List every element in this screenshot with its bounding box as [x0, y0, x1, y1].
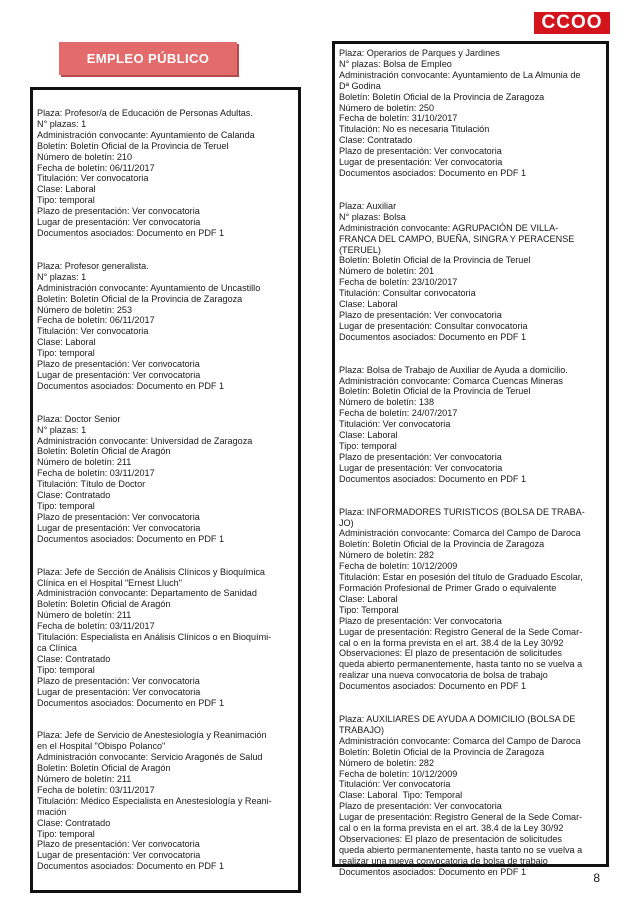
- listing-line: Plazo de presentación: Ver convocatoria: [37, 839, 200, 850]
- listing-line: Boletín: Boletín Oficial de Aragón: [37, 446, 171, 457]
- listing-line: Boletín: Boletín Oficial de Aragón: [37, 763, 171, 774]
- listing-line: Clase: Laboral: [339, 299, 398, 310]
- listing-line: Tipo: temporal: [37, 195, 95, 206]
- listing-line: Clase: Contratado: [37, 653, 111, 664]
- listing-line: Documentos asociados: Documento en PDF 1: [339, 473, 527, 484]
- listing-line: Titulación: Especialista en Análisis Clínicos o en Bioquími-: [37, 632, 272, 643]
- listing-line: Plaza: Jefe de Servicio de Anestesiología y Reanimación: [37, 730, 267, 741]
- listing-line: Titulación: Ver convocatoria: [37, 173, 149, 184]
- listing-line: Fecha de boletín: 03/11/2017: [37, 621, 155, 632]
- listing-line: Plaza: Jefe de Sección de Análisis Clínicos y Bioquímica: [37, 566, 265, 577]
- listing-line: Clase: Contratado: [37, 490, 111, 501]
- ccoo-logo: CCOO: [534, 12, 610, 34]
- listing-line: Observaciones: El plazo de presentación de solicitudes: [339, 834, 562, 844]
- listing-line: Número de boletín: 282: [339, 550, 435, 561]
- job-listing: [33, 414, 298, 545]
- page-number: 8: [593, 871, 600, 885]
- listing-line: Administración convocante: Comarca del Campo de Daroca: [339, 528, 581, 539]
- section-banner: EMPLEO PÚBLICO: [59, 42, 237, 75]
- listing-line: mación: [37, 806, 67, 817]
- listing-line: Administración convocante: Ayuntamiento de Uncastillo: [37, 282, 261, 293]
- listing-line: Observaciones: El plazo de presentación de solicitudes: [339, 648, 562, 659]
- listing-line: N° plazas: Bolsa de Empleo: [339, 58, 452, 69]
- job-listing: [33, 567, 298, 709]
- listing-line: Boletín: Boletín Oficial de la Provincia de Zaragoza: [339, 746, 545, 757]
- listing-line: realizar una nueva convocatoria de bolsa de trabajo: [339, 670, 548, 681]
- listing-line: Plaza: Bolsa de Trabajo de Auxiliar de Ayuda a domicilio.: [339, 364, 568, 375]
- listing-line: Dª Godina: [339, 80, 381, 91]
- listing-line: Plaza: Operarios de Parques y Jardines: [339, 48, 500, 58]
- listing-line: ca Clínica: [37, 642, 77, 653]
- listing-line: Plaza: Auxiliar: [339, 200, 397, 211]
- listing-line: Documentos asociados: Documento en PDF 1: [339, 866, 527, 877]
- listing-line: Tipo: temporal: [37, 664, 95, 675]
- job-listing: [335, 714, 606, 878]
- listing-line: Número de boletín: 211: [37, 774, 132, 785]
- listing-line: Administración convocante: Comarca del Campo de Daroca: [339, 735, 581, 746]
- listing-line: Número de boletín: 250: [339, 102, 435, 113]
- listing-line: Plaza: Doctor Senior: [37, 413, 121, 424]
- job-listing: [33, 261, 298, 392]
- listing-line: Lugar de presentación: Ver convocatoria: [37, 686, 201, 697]
- listing-line: (TERUEL): [339, 244, 381, 255]
- listing-line: Fecha de boletín: 23/10/2017: [339, 277, 458, 288]
- listing-line: Documentos asociados: Documento en PDF 1: [37, 533, 225, 544]
- listing-line: Fecha de boletín: 03/11/2017: [37, 468, 155, 479]
- job-listing: [33, 108, 298, 239]
- listing-line: queda abierto permanentemente, hasta tanto no se vuelva a: [339, 659, 583, 670]
- listing-line: Boletín: Boletín Oficial de la Provincia de Teruel: [339, 386, 531, 397]
- listing-line: Boletín: Boletín Oficial de la Provincia de Zaragoza: [339, 539, 545, 550]
- listing-line: TRABAJO): [339, 724, 384, 735]
- listing-line: Administración convocante: Departamento de Sanidad: [37, 588, 257, 599]
- listing-line: Plazo de presentación: Ver convocatoria: [37, 511, 200, 522]
- listing-line: Clínica en el Hospital "Ernest Lluch": [37, 577, 182, 588]
- listing-line: Clase: Laboral: [339, 430, 398, 441]
- listing-line: Tipo: Temporal: [339, 604, 399, 615]
- listing-line: Boletín: Boletín Oficial de la Provincia de Teruel: [339, 255, 531, 266]
- listing-line: Lugar de presentación: Registro General de la Sede Comar-: [339, 812, 583, 823]
- listing-line: Número de boletín: 211: [37, 457, 132, 468]
- listing-line: N° plazas: Bolsa: [339, 211, 406, 222]
- listing-line: Lugar de presentación: Ver convocatoria: [339, 157, 503, 168]
- listing-line: Clase: Contratado: [339, 135, 413, 146]
- listing-line: Plazo de presentación: Ver convocatoria: [37, 675, 200, 686]
- listing-line: Titulación: Consultar convocatoria: [339, 288, 476, 299]
- listing-line: Documentos asociados: Documento en PDF 1: [37, 861, 225, 872]
- job-listing: [335, 201, 606, 343]
- listing-line: Documentos asociados: Documento en PDF 1: [339, 167, 527, 178]
- listing-line: Titulación: Ver convocatoria: [339, 779, 451, 790]
- job-listing: [335, 365, 606, 485]
- listing-line: Titulación: No es necesaria Titulación: [339, 124, 490, 135]
- listing-line: Tipo: temporal: [37, 501, 95, 511]
- listing-line: Lugar de presentación: Ver convocatoria: [37, 850, 201, 861]
- listing-line: Plaza: Profesor generalista.: [37, 260, 149, 271]
- listing-line: Lugar de presentación: Registro General de la Sede Comar-: [339, 626, 583, 637]
- listing-line: Fecha de boletín: 06/11/2017: [37, 162, 155, 173]
- listing-line: Número de boletín: 211: [37, 610, 132, 621]
- listing-line: Clase: Laboral: [339, 593, 398, 604]
- listing-line: cal o en la forma prevista en el art. 38.4 de la Ley 30/92: [339, 823, 564, 834]
- listing-line: N° plazas: 1: [37, 424, 87, 435]
- listing-line: Plazo de presentación: Ver convocatoria: [339, 146, 502, 157]
- listing-line: Plaza: AUXILIARES DE AYUDA A DOMICILIO (BOLSA DE: [339, 714, 576, 725]
- listing-line: Administración convocante: Servicio Aragonés de Salud: [37, 752, 263, 763]
- listing-line: Administración convocante: Comarca Cuencas Mineras: [339, 375, 563, 386]
- listing-line: Clase: Laboral: [37, 184, 96, 195]
- listing-line: Titulación: Médico Especialista en Anestesiología y Reani-: [37, 795, 272, 806]
- right-listing-box: [332, 41, 609, 877]
- listing-line: Titulación: Estar en posesión del título de Graduado Escolar,: [339, 572, 583, 583]
- listing-line: Boletín: Boletín Oficial de la Provincia de Teruel: [37, 140, 229, 151]
- listing-line: Tipo: temporal: [37, 828, 95, 839]
- listing-line: Tipo: temporal: [37, 348, 95, 359]
- listing-line: Plazo de presentación: Ver convocatoria: [339, 309, 502, 320]
- listing-line: realizar una nueva convocatoria de bolsa de trabajo: [339, 855, 548, 866]
- listing-line: Tipo: temporal: [339, 441, 397, 451]
- listing-line: Número de boletín: 138: [339, 397, 435, 408]
- left-listing-box: [30, 87, 301, 893]
- listing-line: Lugar de presentación: Ver convocatoria: [37, 217, 201, 228]
- listing-line: Plaza: INFORMADORES TURISTICOS (BOLSA DE TRABA-: [339, 506, 585, 517]
- listing-line: Fecha de boletín: 10/12/2009: [339, 768, 458, 779]
- listing-line: cal o en la forma prevista en el art. 38.4 de la Ley 30/92: [339, 637, 564, 648]
- listing-line: Plazo de presentación: Ver convocatoria: [339, 801, 502, 812]
- listing-line: Fecha de boletín: 31/10/2017: [339, 113, 458, 124]
- listing-line: Documentos asociados: Documento en PDF 1: [37, 697, 225, 708]
- listing-line: Boletín: Boletín Oficial de la Provincia de Zaragoza: [37, 293, 243, 304]
- listing-line: Número de boletín: 201: [339, 266, 435, 277]
- listing-line: Plaza: Profesor/a de Educación de Personas Adultas.: [37, 108, 253, 118]
- listing-line: Titulación: Ver convocatoria: [37, 326, 149, 337]
- listing-line: Número de boletín: 282: [339, 757, 435, 768]
- listing-line: Boletín: Boletín Oficial de Aragón: [37, 599, 171, 610]
- listing-line: Administración convocante: Ayuntamiento de Calanda: [37, 129, 255, 140]
- listing-line: Plazo de presentación: Ver convocatoria: [37, 206, 200, 217]
- listing-line: N° plazas: 1: [37, 118, 87, 129]
- listing-line: Lugar de presentación: Ver convocatoria: [339, 462, 503, 473]
- listing-line: Formación Profesional de Primer Grado o equivalente: [339, 582, 557, 593]
- listing-line: en el Hospital "Obispo Polanco": [37, 741, 166, 752]
- listing-line: queda abierto permanentemente, hasta tanto no se vuelva a: [339, 844, 583, 855]
- listing-line: JO): [339, 517, 354, 528]
- listing-line: Número de boletín: 253: [37, 304, 133, 315]
- listing-line: Documentos asociados: Documento en PDF 1: [37, 227, 225, 238]
- listing-line: Fecha de boletín: 06/11/2017: [37, 315, 155, 326]
- listing-line: Boletín: Boletín Oficial de la Provincia de Zaragoza: [339, 91, 545, 102]
- listing-line: Número de boletín: 210: [37, 151, 133, 162]
- listing-line: Fecha de boletín: 10/12/2009: [339, 561, 458, 572]
- listing-line: Lugar de presentación: Ver convocatoria: [37, 369, 201, 380]
- listing-line: Administración convocante: AGRUPACIÓN DE VILLA-: [339, 222, 559, 233]
- listing-line: Titulación: Ver convocatoria: [339, 419, 451, 430]
- job-listing: [335, 48, 606, 179]
- listing-line: Titulación: Título de Doctor: [37, 479, 146, 490]
- listing-line: Clase: Contratado: [37, 817, 111, 828]
- listing-line: Documentos asociados: Documento en PDF 1: [37, 380, 225, 391]
- right-entries: [335, 48, 606, 900]
- job-listing: [335, 507, 606, 692]
- listing-line: Documentos asociados: Documento en PDF 1: [339, 681, 527, 692]
- listing-line: Plazo de presentación: Ver convocatoria: [339, 451, 502, 462]
- listing-line: N° plazas: 1: [37, 271, 87, 282]
- listing-line: Lugar de presentación: Ver convocatoria: [37, 522, 201, 533]
- listing-line: Fecha de boletín: 03/11/2017: [37, 784, 155, 795]
- listing-line: Clase: Laboral: [37, 337, 96, 348]
- listing-line: Clase: Laboral Tipo: Temporal: [339, 790, 463, 801]
- job-listing: [33, 730, 298, 872]
- listing-line: Administración convocante: Universidad de Zaragoza: [37, 435, 253, 446]
- listing-line: Documentos asociados: Documento en PDF 1: [339, 331, 527, 342]
- listing-line: FRANCA DEL CAMPO, BUEÑA, SINGRA Y PERACENSE: [339, 233, 575, 244]
- listing-line: Plazo de presentación: Ver convocatoria: [37, 359, 200, 370]
- listing-line: Lugar de presentación: Consultar convocatoria: [339, 320, 528, 331]
- listing-line: Plazo de presentación: Ver convocatoria: [339, 615, 502, 626]
- listing-line: Fecha de boletín: 24/07/2017: [339, 408, 458, 419]
- left-entries: [33, 108, 298, 894]
- listing-line: Administración convocante: Ayuntamiento de La Almunia de: [339, 69, 581, 80]
